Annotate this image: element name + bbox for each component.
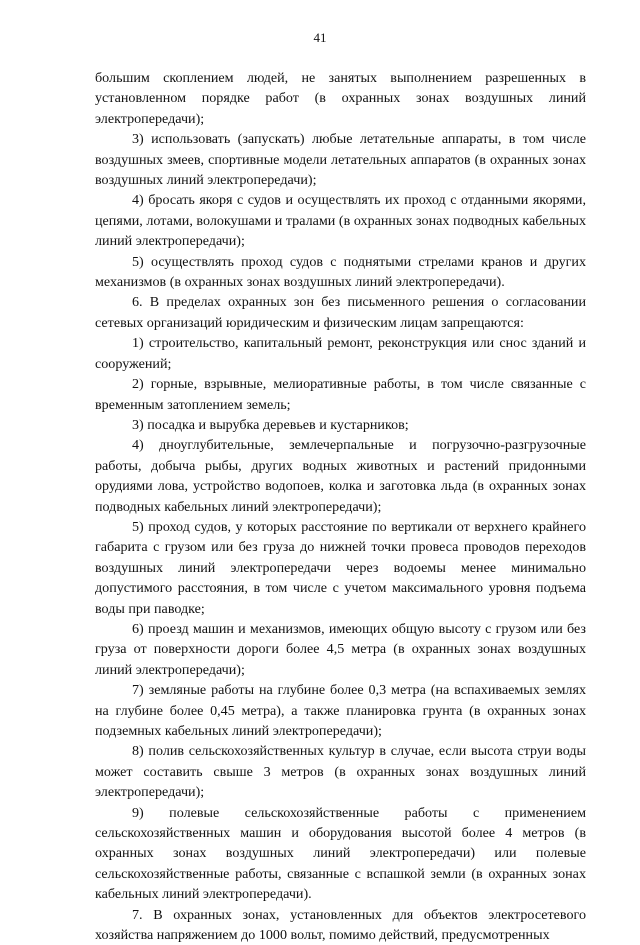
paragraph-item-5-vessels: 5) проход судов, у которых расстояние по вертикали от верхнего крайнего габарита с грузом или без груза до нижней точки провеса проводов переходов воздушных линий электропередачи через водоемы менее минимально допустимого расстояния, в том числе с учетом максимального уровня подъема воды при паводке; <box>95 518 586 617</box>
paragraph-continuation: большим скоплением людей, не занятых выполнением разрешенных в установленном порядке работ (в охранных зонах воздушных линий электропередачи); <box>95 70 586 127</box>
paragraph-section-7: 7. В охранных зонах, установленных для объектов электросетевого хозяйства напряжением до 1000 вольт, помимо действий, предусмотренных <box>95 906 586 944</box>
paragraph-item-5-cranes: 5) осуществлять проход судов с поднятыми стрелами кранов и других механизмов (в охранных зонах воздушных линий электропередачи). <box>95 253 586 291</box>
paragraph-item-4-dredging: 4) дноуглубительные, землечерпальные и погрузочно-разгрузочные работы, добыча рыбы, других водных животных и растений придонными орудиями лова, устройство водопоев, колка и заготовка льда (в охранных зонах подводных кабельных линий электропередачи); <box>95 437 586 515</box>
paragraph-item-6-vehicles: 6) проезд машин и механизмов, имеющих общую высоту с грузом или без груза от поверхности дороги более 4,5 метра (в охранных зонах воздушных линий электропередачи); <box>95 620 586 678</box>
paragraph-item-1-construction: 1) строительство, капитальный ремонт, реконструкция или снос зданий и сооружений; <box>95 335 586 372</box>
paragraph-item-8-irrigation: 8) полив сельскохозяйственных культур в случае, если высота струи воды может составить свыше 3 метров (в охранных зонах воздушных линий электропередачи); <box>95 743 586 801</box>
paragraph-section-6: 6. В пределах охранных зон без письменного решения о согласовании сетевых организаций юридическим и физическим лицам запрещаются: <box>95 294 586 331</box>
paragraph-item-3-aircraft: 3) использовать (запускать) любые летательные аппараты, в том числе воздушных змеев, спортивные модели летательных аппаратов (в охранных зонах воздушных линий электропередачи); <box>95 131 586 189</box>
paragraph-item-3-trees: 3) посадка и вырубка деревьев и кустарников; <box>132 416 409 433</box>
paragraph-item-9-field-works: 9) полевые сельскохозяйственные работы с применением сельскохозяйственных машин и оборудования высотой более 4 метров (в охранных зонах воздушных линий электропередачи) или полевые сельскохозяйственные работы, связанные с вспашкой земли (в охранных зонах кабельных линий электропередачи). <box>95 804 586 903</box>
paragraph-item-7-earthworks: 7) земляные работы на глубине более 0,3 метра (на вспахиваемых землях на глубине более 0,45 метра), а также планировка грунта (в охранных зонах подземных кабельных линий электропередачи); <box>95 682 586 739</box>
document-body <box>95 68 586 945</box>
paragraph-item-2-mining: 2) горные, взрывные, мелиоративные работы, в том числе связанные с временным затоплением земель; <box>95 376 586 413</box>
page-number: 41 <box>313 30 327 45</box>
paragraph-item-4-anchors: 4) бросать якоря с судов и осуществлять их проход с отданными якорями, цепями, лотами, волокушами и тралами (в охранных зонах подводных кабельных линий электропередачи); <box>95 192 586 250</box>
